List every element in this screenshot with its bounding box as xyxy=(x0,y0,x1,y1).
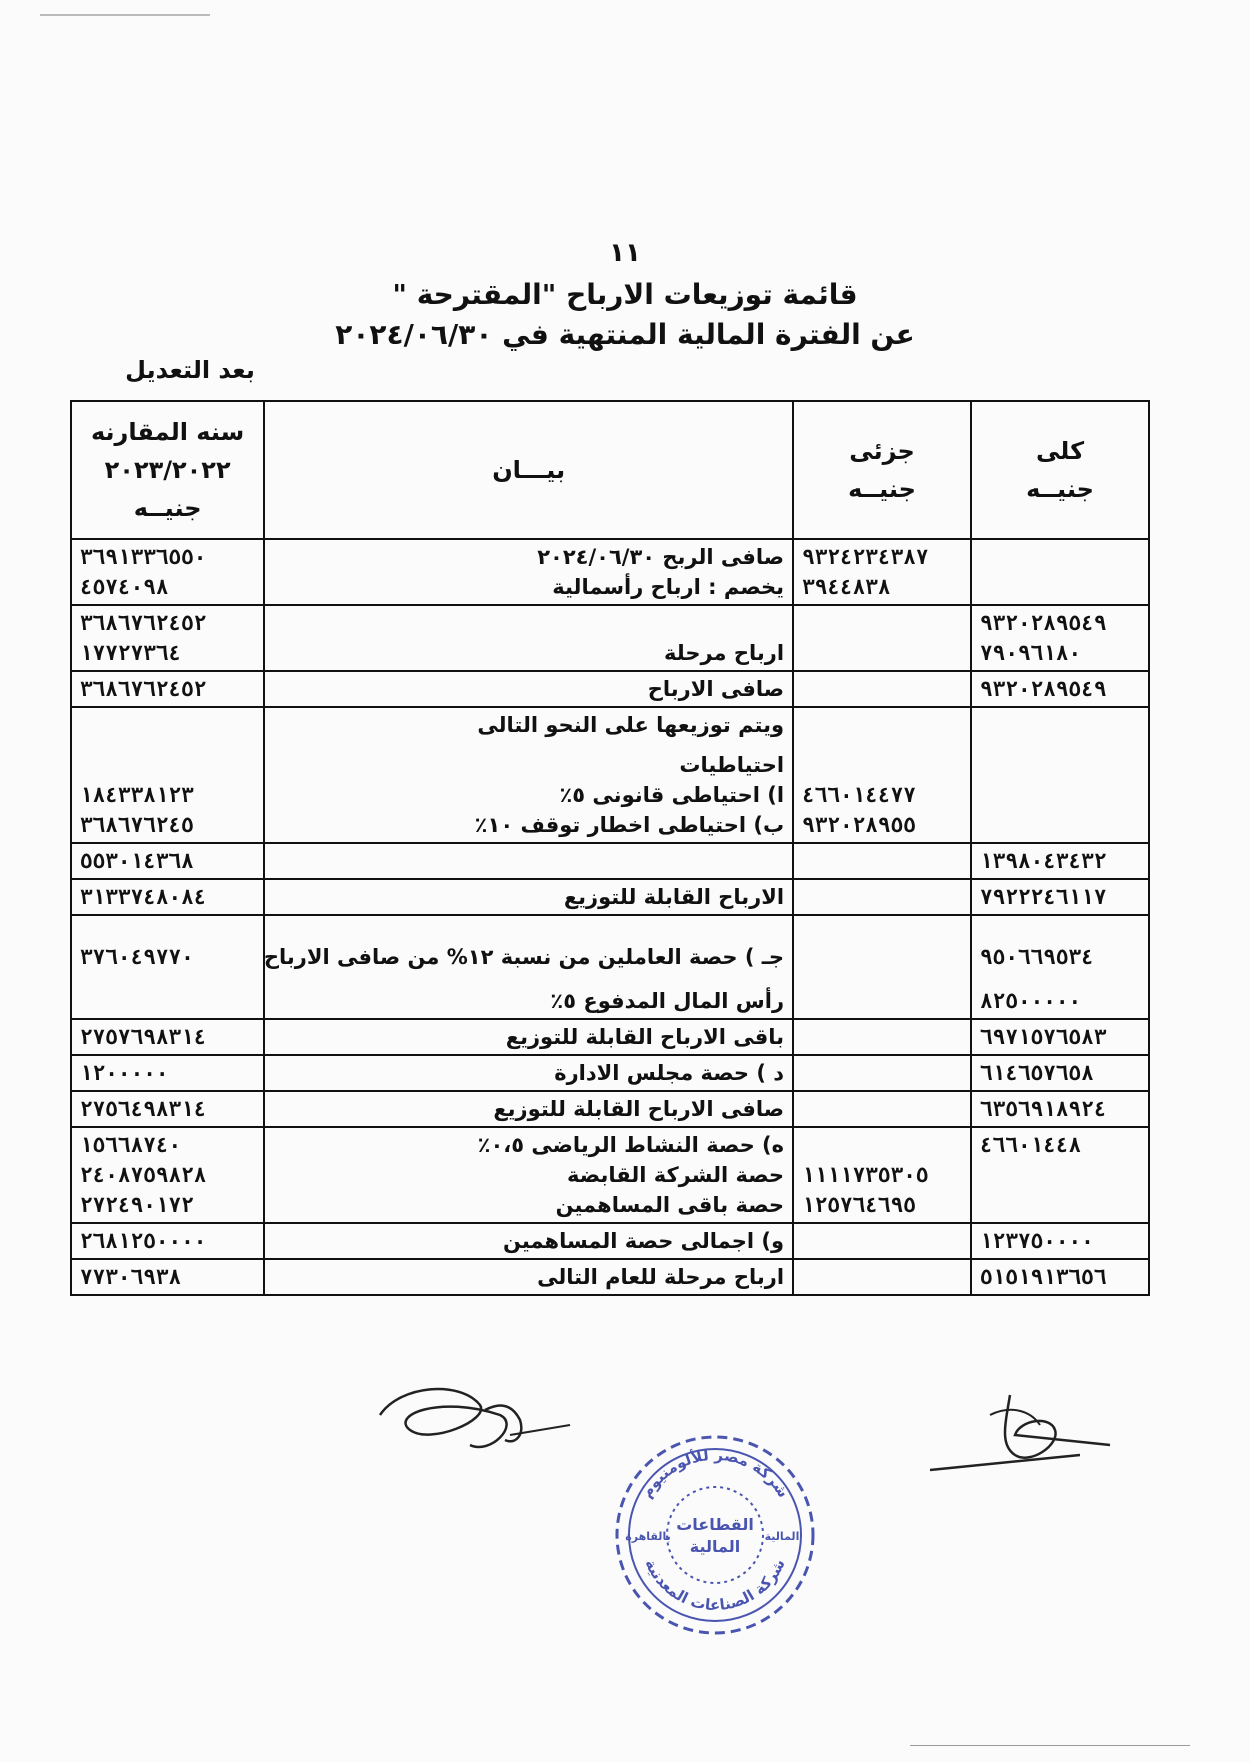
table-row xyxy=(71,605,1149,671)
comparison-cell xyxy=(71,671,264,707)
total-value: ٩٣٢٠٢٨٩٥٤٩ xyxy=(980,677,1107,701)
description-line: رأس المال المدفوع ٥٪ xyxy=(550,989,785,1013)
total-value xyxy=(980,780,1140,810)
description-line: د ) حصة مجلس الادارة xyxy=(554,1061,785,1085)
description-line: يخصم : ارباح رأسمالية xyxy=(552,575,785,599)
total-value xyxy=(980,1160,1140,1190)
description-line: ارباح مرحلة xyxy=(664,641,785,665)
partial-cell xyxy=(793,605,971,671)
partial-cell xyxy=(793,707,971,843)
footer-rule xyxy=(910,1745,1190,1746)
header-comparison-label: سنه المقارنه xyxy=(90,418,245,446)
stamp-left-text: بالقاهرة xyxy=(625,1530,671,1543)
comparison-cell xyxy=(71,879,264,915)
description-line: صافى الربح ٢٠٢٤/٠٦/٣٠ xyxy=(537,545,785,569)
partial-cell xyxy=(793,1055,971,1091)
comparison-cell xyxy=(71,1055,264,1091)
header-description xyxy=(264,401,793,539)
header-comparison xyxy=(71,401,264,539)
description-line: حصة باقى المساهمين xyxy=(555,1193,785,1217)
comparison-value: ٥٥٣٠١٤٣٦٨ xyxy=(80,849,194,873)
comparison-cell xyxy=(71,539,264,605)
description-line: ا) احتياطى قانونى ٥٪ xyxy=(559,783,785,807)
table-row xyxy=(71,1091,1149,1127)
header-description-label: بيـــان xyxy=(492,456,566,484)
table-row xyxy=(71,879,1149,915)
total-value xyxy=(980,750,1140,780)
partial-cell xyxy=(793,1223,971,1259)
total-cell xyxy=(971,879,1149,915)
scan-artifact xyxy=(40,14,210,16)
stamp-bottom-text: شركة الصناعات المعدنية xyxy=(641,1555,789,1615)
comparison-cell xyxy=(71,707,264,843)
partial-value: ٩٣٢٤٢٣٤٣٨٧ xyxy=(802,545,929,569)
comparison-value: ٣٦٨٦٧٦٢٤٥٢ xyxy=(80,611,207,635)
partial-cell xyxy=(793,671,971,707)
partial-value: ٩٣٢٠٢٨٩٥٥ xyxy=(802,813,916,837)
comparison-cell xyxy=(71,1127,264,1223)
comparison-value: ١٢٠٠٠٠٠ xyxy=(80,1061,169,1085)
comparison-value: ٧٧٣٠٦٩٣٨ xyxy=(80,1265,182,1289)
desc-cell xyxy=(264,671,793,707)
after-adjustment-note: بعد التعديل xyxy=(125,356,255,384)
comparison-value: ٢٧٢٤٩٠١٧٢ xyxy=(80,1193,194,1217)
table-row xyxy=(71,1055,1149,1091)
partial-value xyxy=(802,986,962,1016)
total-value: ٧٩٢٢٢٤٦١١٧ xyxy=(980,885,1107,909)
total-value: ٨٢٥٠٠٠٠٠ xyxy=(980,989,1082,1013)
total-value: ٦١٤٦٥٧٦٥٨ xyxy=(980,1061,1094,1085)
total-value xyxy=(980,542,1140,572)
table-row xyxy=(71,843,1149,879)
total-value: ١٣٩٨٠٤٣٤٣٢ xyxy=(980,849,1107,873)
total-value: ٩٣٢٠٢٨٩٥٤٩ xyxy=(980,611,1107,635)
total-value: ٥١٥١٩١٣٦٥٦ xyxy=(980,1265,1107,1289)
comparison-cell xyxy=(71,843,264,879)
description-line: جـ ) حصة العاملين من نسبة ١٢% من صافى الارباح xyxy=(263,945,785,969)
desc-cell xyxy=(264,1259,793,1295)
total-value: ٩٥٠٦٦٩٥٣٤ xyxy=(980,945,1094,969)
comparison-value: ٢٧٥٧٦٩٨٣١٤ xyxy=(80,1025,207,1049)
header-total xyxy=(971,401,1149,539)
partial-value xyxy=(802,638,962,668)
partial-value xyxy=(802,928,962,986)
signature-right xyxy=(920,1375,1120,1485)
desc-cell xyxy=(264,707,793,843)
desc-cell xyxy=(264,879,793,915)
header-partial-label: جزئى xyxy=(849,437,915,465)
total-cell xyxy=(971,1055,1149,1091)
header-total-label: كلى xyxy=(1035,437,1085,465)
svg-text:شركة الصناعات المعدنية xyxy=(641,1556,788,1614)
comparison-cell xyxy=(71,1223,264,1259)
description-line: صافى الارباح القابلة للتوزيع xyxy=(493,1097,785,1121)
comparison-cell xyxy=(71,1019,264,1055)
stamp-center-line-1: القطاعات xyxy=(676,1515,754,1534)
partial-value: ١١١١٧٣٥٣٠٥ xyxy=(802,1163,929,1187)
description-line: احتياطيات xyxy=(679,753,785,777)
partial-cell xyxy=(793,843,971,879)
desc-cell xyxy=(264,1055,793,1091)
total-cell xyxy=(971,843,1149,879)
partial-value xyxy=(802,750,962,780)
comparison-value: ٣١٣٣٧٤٨٠٨٤ xyxy=(80,885,207,909)
signature-left xyxy=(370,1375,580,1465)
comparison-cell xyxy=(71,1091,264,1127)
total-cell xyxy=(971,1019,1149,1055)
comparison-value xyxy=(80,710,255,750)
total-cell xyxy=(971,915,1149,1019)
desc-cell xyxy=(264,1019,793,1055)
total-cell xyxy=(971,671,1149,707)
partial-cell xyxy=(793,915,971,1019)
stamp-top-text: شركة مصر للألومنيوم xyxy=(637,1445,793,1501)
description-line xyxy=(273,608,784,638)
comparison-value xyxy=(80,750,255,780)
profit-distribution-table xyxy=(70,400,1150,1296)
comparison-value: ٤٥٧٤٠٩٨ xyxy=(80,575,169,599)
document-title: قائمة توزيعات الارباح "المقترحة " xyxy=(392,278,858,311)
partial-value xyxy=(802,1226,962,1256)
table-row xyxy=(71,671,1149,707)
partial-value xyxy=(802,1022,962,1052)
total-value xyxy=(980,572,1140,602)
description-line: ارباح مرحلة للعام التالى xyxy=(537,1265,785,1289)
total-cell xyxy=(971,539,1149,605)
header-partial xyxy=(793,401,971,539)
comparison-value: ٣٦٨٦٧٦٢٤٥ xyxy=(80,813,194,837)
description-line: و) اجمالى حصة المساهمين xyxy=(502,1229,785,1253)
total-cell xyxy=(971,1259,1149,1295)
comparison-value: ١٧٧٢٧٣٦٤ xyxy=(80,641,182,665)
description-line: صافى الارباح xyxy=(647,677,785,701)
description-line xyxy=(273,846,784,876)
description-line: ه) حصة النشاط الرياضى ٠،٥٪ xyxy=(477,1133,785,1157)
partial-value: ١٢٥٧٦٤٦٩٥ xyxy=(802,1193,916,1217)
description-line: باقى الارباح القابلة للتوزيع xyxy=(505,1025,785,1049)
partial-cell xyxy=(793,1127,971,1223)
partial-value xyxy=(802,846,962,876)
partial-cell xyxy=(793,1091,971,1127)
desc-cell xyxy=(264,915,793,1019)
table-row xyxy=(71,1127,1149,1223)
total-value: ٤٦٦٠١٤٤٨ xyxy=(980,1133,1082,1157)
comparison-cell xyxy=(71,915,264,1019)
comparison-value: ٢٦٨١٢٥٠٠٠٠ xyxy=(80,1229,207,1253)
header-comparison-period: ٢٠٢٣/٢٠٢٢ xyxy=(104,456,231,484)
total-cell xyxy=(971,1127,1149,1223)
comparison-value xyxy=(80,986,255,1016)
total-value: ٦٣٥٦٩١٨٩٢٤ xyxy=(980,1097,1107,1121)
comparison-value: ٢٧٥٦٤٩٨٣١٤ xyxy=(80,1097,207,1121)
partial-value xyxy=(802,882,962,912)
total-value xyxy=(980,1190,1140,1220)
partial-value xyxy=(802,710,962,750)
comparison-cell xyxy=(71,1259,264,1295)
table-row xyxy=(71,707,1149,843)
comparison-value: ١٥٦٦٨٧٤٠ xyxy=(80,1133,182,1157)
partial-cell xyxy=(793,879,971,915)
partial-value xyxy=(802,1130,962,1160)
header-total-unit: جنيــه xyxy=(1026,475,1094,503)
total-cell xyxy=(971,1091,1149,1127)
total-value xyxy=(980,710,1140,750)
header-comparison-unit: جنيــه xyxy=(133,494,202,522)
document-subtitle: عن الفترة المالية المنتهية في ٢٠٢٤/٠٦/٣٠ xyxy=(335,318,915,351)
comparison-cell xyxy=(71,605,264,671)
total-cell xyxy=(971,707,1149,843)
comparison-value: ١٨٤٣٣٨١٢٣ xyxy=(80,783,194,807)
company-stamp xyxy=(610,1430,820,1640)
stamp-center-line-2: المالية xyxy=(689,1537,741,1556)
table-row xyxy=(71,1259,1149,1295)
description-line: حصة الشركة القابضة xyxy=(567,1163,785,1187)
description-line: الارباح القابلة للتوزيع xyxy=(563,885,785,909)
partial-cell xyxy=(793,1019,971,1055)
description-line: ب) احتياطى اخطار توقف ١٠٪ xyxy=(474,813,785,837)
partial-value xyxy=(802,674,962,704)
partial-value: ٣٩٤٤٨٣٨ xyxy=(802,575,891,599)
partial-value: ٤٦٦٠١٤٤٧٧ xyxy=(802,783,916,807)
total-cell xyxy=(971,1223,1149,1259)
table-row xyxy=(71,915,1149,1019)
partial-value xyxy=(802,1094,962,1124)
desc-cell xyxy=(264,1091,793,1127)
desc-cell xyxy=(264,1127,793,1223)
comparison-value: ٣٧٦٠٤٩٧٧٠ xyxy=(80,945,194,969)
stamp-right-text: المالية xyxy=(764,1530,800,1543)
table-row xyxy=(71,1223,1149,1259)
desc-cell xyxy=(264,1223,793,1259)
desc-cell xyxy=(264,539,793,605)
partial-cell xyxy=(793,1259,971,1295)
table-row xyxy=(71,1019,1149,1055)
page-number: ١١ xyxy=(609,238,641,268)
comparison-value: ٢٤٠٨٧٥٩٨٢٨ xyxy=(80,1163,207,1187)
partial-value xyxy=(802,1058,962,1088)
comparison-value: ٣٦٨٦٧٦٢٤٥٢ xyxy=(80,677,207,701)
total-value: ٧٩٠٩٦١٨٠ xyxy=(980,641,1082,665)
partial-cell xyxy=(793,539,971,605)
total-value xyxy=(980,810,1140,840)
desc-cell xyxy=(264,605,793,671)
desc-cell xyxy=(264,843,793,879)
total-value: ٦٩٧١٥٧٦٥٨٣ xyxy=(980,1025,1107,1049)
total-cell xyxy=(971,605,1149,671)
partial-value xyxy=(802,608,962,638)
partial-value xyxy=(802,1262,962,1292)
description-line: ويتم توزيعها على النحو التالى xyxy=(477,713,785,737)
table-row xyxy=(71,539,1149,605)
header-partial-unit: جنيــه xyxy=(848,475,916,503)
total-value: ١٢٣٧٥٠٠٠٠ xyxy=(980,1229,1094,1253)
comparison-value: ٣٦٩١٣٣٦٥٥٠ xyxy=(80,545,207,569)
